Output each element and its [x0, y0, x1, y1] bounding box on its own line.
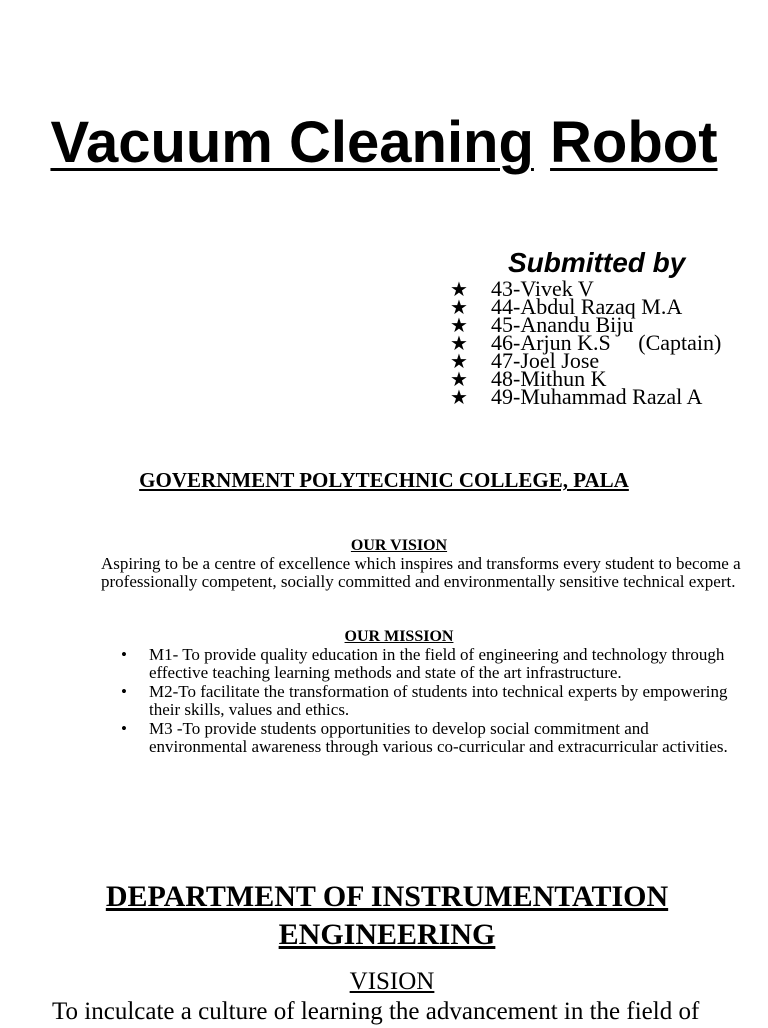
member-text: 44-Abdul Razaq M.A	[491, 294, 683, 319]
college-vision-heading: OUR VISION	[350, 537, 448, 554]
mission-item	[121, 720, 741, 757]
department-vision-text: To inculcate a culture of learning the advancement in the field of	[52, 998, 700, 1025]
member-text: 45-Anandu Biju	[491, 312, 634, 337]
member-text: 46-Arjun K.S (Captain)	[491, 330, 722, 355]
department-heading-line1: DEPARTMENT OF INSTRUMENTATION	[105, 880, 669, 913]
star-icon: ★	[450, 367, 468, 391]
mission-item	[121, 683, 741, 720]
college-vision-text: Aspiring to be a centre of excellence which inspires and transforms every student to become a professionally competent, socially committed and environmentally sensitive technical expert.	[101, 554, 741, 592]
star-icon: ★	[450, 349, 468, 373]
title-text-vacuum-cleaning: Vacuum Cleaning	[50, 110, 534, 175]
star-icon: ★	[450, 313, 468, 337]
mission-text: M3 -To provide students opportunities to develop social commitment and environmental awareness through various co-curricular and extracurricular activities.	[149, 718, 728, 757]
member-text: 49-Muhammad Razal A	[491, 384, 703, 409]
bullet-icon: •	[121, 681, 127, 701]
college-mission-heading: OUR MISSION	[344, 628, 454, 645]
star-icon: ★	[450, 277, 468, 301]
mission-text: M2-To facilitate the transformation of students into technical experts by empowering their skills, values and ethics.	[149, 681, 728, 720]
mission-item	[121, 646, 741, 683]
mission-list	[121, 646, 741, 756]
document-title	[0, 108, 768, 178]
member-text: 47-Joel Jose	[491, 348, 600, 373]
title-text-robot: Robot	[550, 110, 718, 175]
department-heading-line2: ENGINEERING	[278, 918, 496, 951]
department-heading	[0, 878, 768, 954]
mission-text: M1- To provide quality education in the field of engineering and technology through effective teaching learning methods and state of the art infrastructure.	[149, 645, 725, 683]
bullet-icon: •	[121, 718, 127, 738]
member-text: 43-Vivek V	[491, 276, 594, 301]
college-name: GOVERNMENT POLYTECHNIC COLLEGE, PALA	[139, 468, 629, 492]
submitted-by-heading: Submitted by	[508, 247, 686, 278]
star-icon: ★	[450, 295, 468, 319]
star-icon: ★	[450, 331, 468, 355]
department-vision-heading: VISION	[349, 968, 435, 995]
member-text: 48-Mithun K	[491, 366, 607, 391]
star-icon: ★	[450, 385, 468, 409]
bullet-icon: •	[121, 645, 127, 664]
